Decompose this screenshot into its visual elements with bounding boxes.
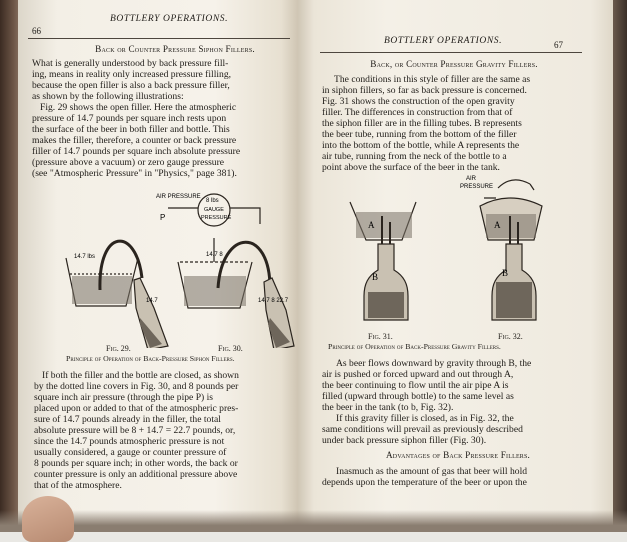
- text-line: in siphon fillers, so far as back pressure is concerned.: [322, 85, 527, 96]
- gauge-label: GAUGE: [204, 207, 224, 213]
- text-line: depends upon the temperature of the beer or upon the: [322, 477, 527, 488]
- text-line: under back pressure siphon filler (Fig. 30).: [322, 435, 487, 446]
- text-line: into the bottom of the bottle, while A represents the: [322, 140, 520, 151]
- text-line: by the dotted line covers in Fig. 30, and 8 pounds per: [34, 381, 239, 392]
- text-line: makes the filler, therefore, a counter or back pressure: [32, 135, 237, 146]
- text-line: air is pushed or forced upward and out through A,: [322, 369, 514, 380]
- text-line: sure of 14.7 pounds already in the filler, the total: [34, 414, 221, 425]
- page-number: 67: [554, 40, 563, 50]
- figure-caption: Principle of Operation of Back-Pressure Siphon Fillers.: [66, 354, 235, 363]
- header-rule: [28, 38, 290, 39]
- section-title: Back or Counter Pressure Siphon Fillers.: [95, 44, 255, 54]
- text-line: point above the surface of the beer in the tank.: [322, 162, 500, 173]
- text-line: pressure of 14.7 pounds per square inch rests upon: [32, 113, 227, 124]
- air-label: AIR: [466, 176, 477, 182]
- text-line: filler. The differences in construction from that of: [322, 107, 513, 118]
- running-head: BOTTLERY OPERATIONS.: [110, 14, 229, 24]
- gravity-filler-illustration: [298, 172, 598, 332]
- text-line: since the 14.7 pounds atmospheric pressure is not: [34, 436, 225, 447]
- text-line: because the open filler is also a back pressure filler,: [32, 80, 230, 91]
- text-line: Fig. 31 shows the construction of the open gravity: [322, 96, 515, 107]
- text-line: As beer flows downward by gravity through B, the: [336, 358, 532, 369]
- bottle-pressure-label: 14.7: [146, 298, 158, 304]
- siphon-filler-illustration: [18, 178, 298, 348]
- text-line: If both the filler and the bottle are closed, as shown: [42, 370, 239, 381]
- text-line: same conditions will prevail as previously described: [322, 424, 523, 435]
- pressure-label: PRESSURE: [460, 184, 494, 190]
- tube-a-label: A: [494, 220, 501, 230]
- figure-caption: Principle of Operation of Back-Pressure Gravity Fillers.: [328, 342, 501, 351]
- figure-29-label: Fig. 29.: [106, 344, 131, 353]
- gauge-lbs-label: 8 lbs: [206, 198, 219, 204]
- text-line: counter pressure is only an additional pressure above: [34, 469, 238, 480]
- text-line: square inch air pressure (through the pipe P) is: [34, 392, 214, 403]
- tube-b-label: B: [372, 272, 379, 282]
- tube-b-label: B: [502, 268, 509, 278]
- tank-pressure-label: 14.7 lbs: [74, 254, 96, 260]
- tank-pressure-label: 14.7 8: [206, 252, 223, 258]
- bottle-pressure-label: 14.7 8 22.7: [258, 298, 289, 304]
- text-line: If this gravity filler is closed, as in Fig. 32, the: [336, 413, 514, 424]
- text-line: What is generally understood by back pressure fill-: [32, 58, 229, 69]
- text-line: filled (upward through bottle) to the same level as: [322, 391, 514, 402]
- text-line: usually considered, a gauge or counter pressure of: [34, 447, 227, 458]
- text-line: ing, means in reality only increased pressure filling,: [32, 69, 232, 80]
- text-line: (see "Atmospheric Pressure" in "Physics," page 381).: [32, 168, 237, 179]
- text-line: 8 pounds per square inch; in other words, the back or: [34, 458, 238, 469]
- air-pressure-label: AIR PRESSURE: [156, 194, 201, 200]
- tube-a-label: A: [368, 220, 375, 230]
- text-line: The conditions in this style of filler are the same as: [334, 74, 531, 85]
- left-page: [18, 0, 298, 532]
- text-line: the siphon filler are in the filling tubes. B represents: [322, 118, 522, 129]
- book-cover-right-edge: [613, 0, 627, 532]
- running-head: BOTTLERY OPERATIONS.: [384, 36, 503, 46]
- text-line: air tube, running from the neck of the bottle to a: [322, 151, 507, 162]
- gauge-pressure-label: PRESSURE: [201, 215, 232, 221]
- text-line: the beer tube, running from the bottom of the filler: [322, 129, 517, 140]
- page-number: 66: [32, 26, 41, 36]
- text-line: (pressure above a vacuum) or zero gauge pressure: [32, 157, 225, 168]
- thumb: [22, 496, 74, 542]
- page-edge-shadow: [0, 510, 627, 532]
- text-line: the beer continuing to flow until the air pipe A is: [322, 380, 509, 391]
- text-line: as shown by the following illustrations:: [32, 91, 184, 102]
- text-line: the surface of the beer in both filler and bottle. This: [32, 124, 230, 135]
- right-page: [298, 0, 616, 532]
- figure-31-label: Fig. 31.: [368, 332, 393, 341]
- text-line: that of the atmosphere.: [34, 480, 122, 491]
- text-line: placed upon or added to that of the atmospheric pres-: [34, 403, 239, 414]
- text-line: Inasmuch as the amount of gas that beer will hold: [336, 466, 528, 477]
- figure-30-label: Fig. 30.: [218, 344, 243, 353]
- text-line: absolute pressure will be 8 + 14.7 = 22.7 pounds, or,: [34, 425, 236, 436]
- figure-32-label: Fig. 32.: [498, 332, 523, 341]
- section-title: Back, or Counter Pressure Gravity Fillers.: [370, 59, 538, 69]
- text-line: the beer in the tank (to b, Fig. 32).: [322, 402, 454, 413]
- pipe-p-label: P: [160, 213, 166, 222]
- text-line: filler of 14.7 pounds per square inch absolute pressure: [32, 146, 241, 157]
- header-rule: [320, 52, 582, 53]
- section-title: Advantages of Back Pressure Fillers.: [385, 450, 531, 460]
- text-line: Fig. 29 shows the open filler. Here the atmospheric: [40, 102, 237, 113]
